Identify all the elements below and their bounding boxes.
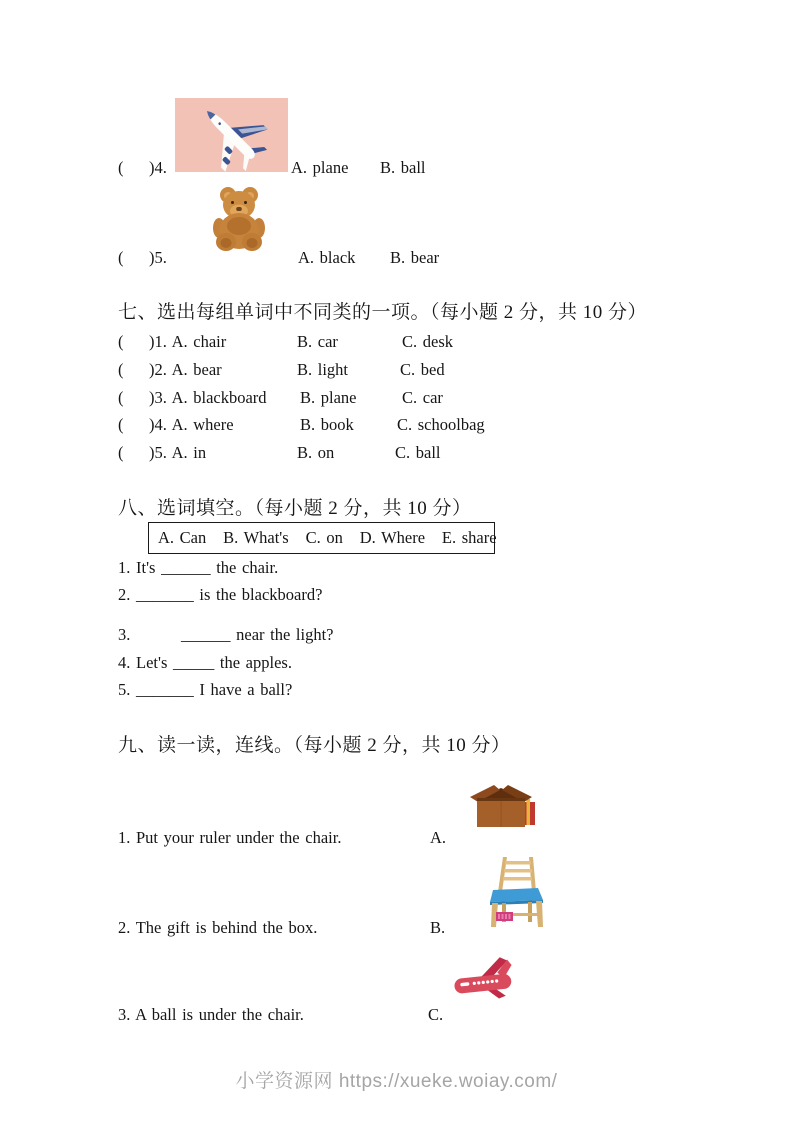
odd-one-out-row-3: [0, 387, 793, 409]
answer-paren: (: [118, 248, 124, 267]
option-c: C. bed: [400, 360, 445, 379]
matching-letter: B.: [430, 918, 446, 937]
option-b: B. car: [297, 332, 338, 351]
option-b: B. on: [297, 443, 335, 462]
teddy-bear-icon: [211, 184, 267, 252]
teddy-bear-illustration: [211, 184, 267, 252]
option-c: C. ball: [395, 443, 441, 462]
option-a: )2. A. bear: [149, 360, 222, 379]
odd-one-out-row-1: [0, 331, 793, 353]
cardboard-box-illustration: [466, 781, 536, 831]
answer-paren: (: [118, 332, 124, 351]
fill-blank-sentence-2: 2. _______ is the blackboard?: [118, 585, 323, 604]
matching-sentence: 3. A ball is under the chair.: [118, 1005, 304, 1024]
fill-blank-sentence-3: 3. ______ near the light?: [118, 625, 334, 644]
question-row-5: [0, 247, 793, 269]
jet-icon: [452, 954, 516, 1006]
option-c: C. schoolbag: [397, 415, 485, 434]
option-b: B. plane: [300, 388, 357, 407]
answer-paren: (: [118, 388, 124, 407]
footer-watermark: 小学资源网 https://xueke.woiay.com/: [235, 1071, 558, 1092]
question-number: )4.: [149, 158, 167, 177]
answer-paren: (: [118, 158, 124, 177]
section-nine-heading: 九、读一读，连线。（每小题 2 分，共 10 分）: [118, 735, 511, 756]
section-seven-heading: 七、选出每组单词中不同类的一项。（每小题 2 分，共 10 分）: [118, 302, 648, 323]
answer-paren: (: [118, 443, 124, 462]
matching-row-2: [0, 917, 793, 939]
word-bank-options: A. Can B. What's C. on D. Where E. share: [158, 528, 497, 547]
fill-blank-sentence-5: 5. _______ I have a ball?: [118, 680, 293, 699]
option-b: B. book: [300, 415, 354, 434]
matching-letter: A.: [430, 828, 447, 847]
odd-one-out-row-2: [0, 359, 793, 381]
option-c: C. car: [402, 388, 443, 407]
matching-sentence: 2. The gift is behind the box.: [118, 918, 318, 937]
question-row-4: [0, 157, 793, 179]
matching-letter: C.: [428, 1005, 444, 1024]
matching-row-1: [0, 827, 793, 849]
option-a: A. black: [298, 248, 356, 267]
matching-row-3: [0, 1004, 793, 1026]
answer-paren: (: [118, 360, 124, 379]
open-box-icon: [466, 781, 536, 831]
option-a: A. plane: [291, 158, 349, 177]
fill-blank-sentence-1: 1. It's ______ the chair.: [118, 558, 279, 577]
odd-one-out-row-4: [0, 414, 793, 436]
section-eight-heading: 八、选词填空。（每小题 2 分，共 10 分）: [118, 498, 472, 519]
option-b: B. ball: [380, 158, 426, 177]
option-b: B. bear: [390, 248, 440, 267]
option-c: C. desk: [402, 332, 453, 351]
question-number: )5.: [149, 248, 167, 267]
odd-one-out-row-5: [0, 442, 793, 464]
option-a: )4. A. where: [149, 415, 234, 434]
answer-paren: (: [118, 415, 124, 434]
matching-sentence: 1. Put your ruler under the chair.: [118, 828, 342, 847]
option-a: )3. A. blackboard: [149, 388, 267, 407]
option-a: )1. A. chair: [149, 332, 227, 351]
fill-blank-sentence-4: 4. Let's _____ the apples.: [118, 653, 292, 672]
red-plane-illustration: [452, 954, 516, 1006]
option-b: B. light: [297, 360, 349, 379]
option-a: )5. A. in: [149, 443, 207, 462]
word-bank-box: [148, 522, 495, 554]
